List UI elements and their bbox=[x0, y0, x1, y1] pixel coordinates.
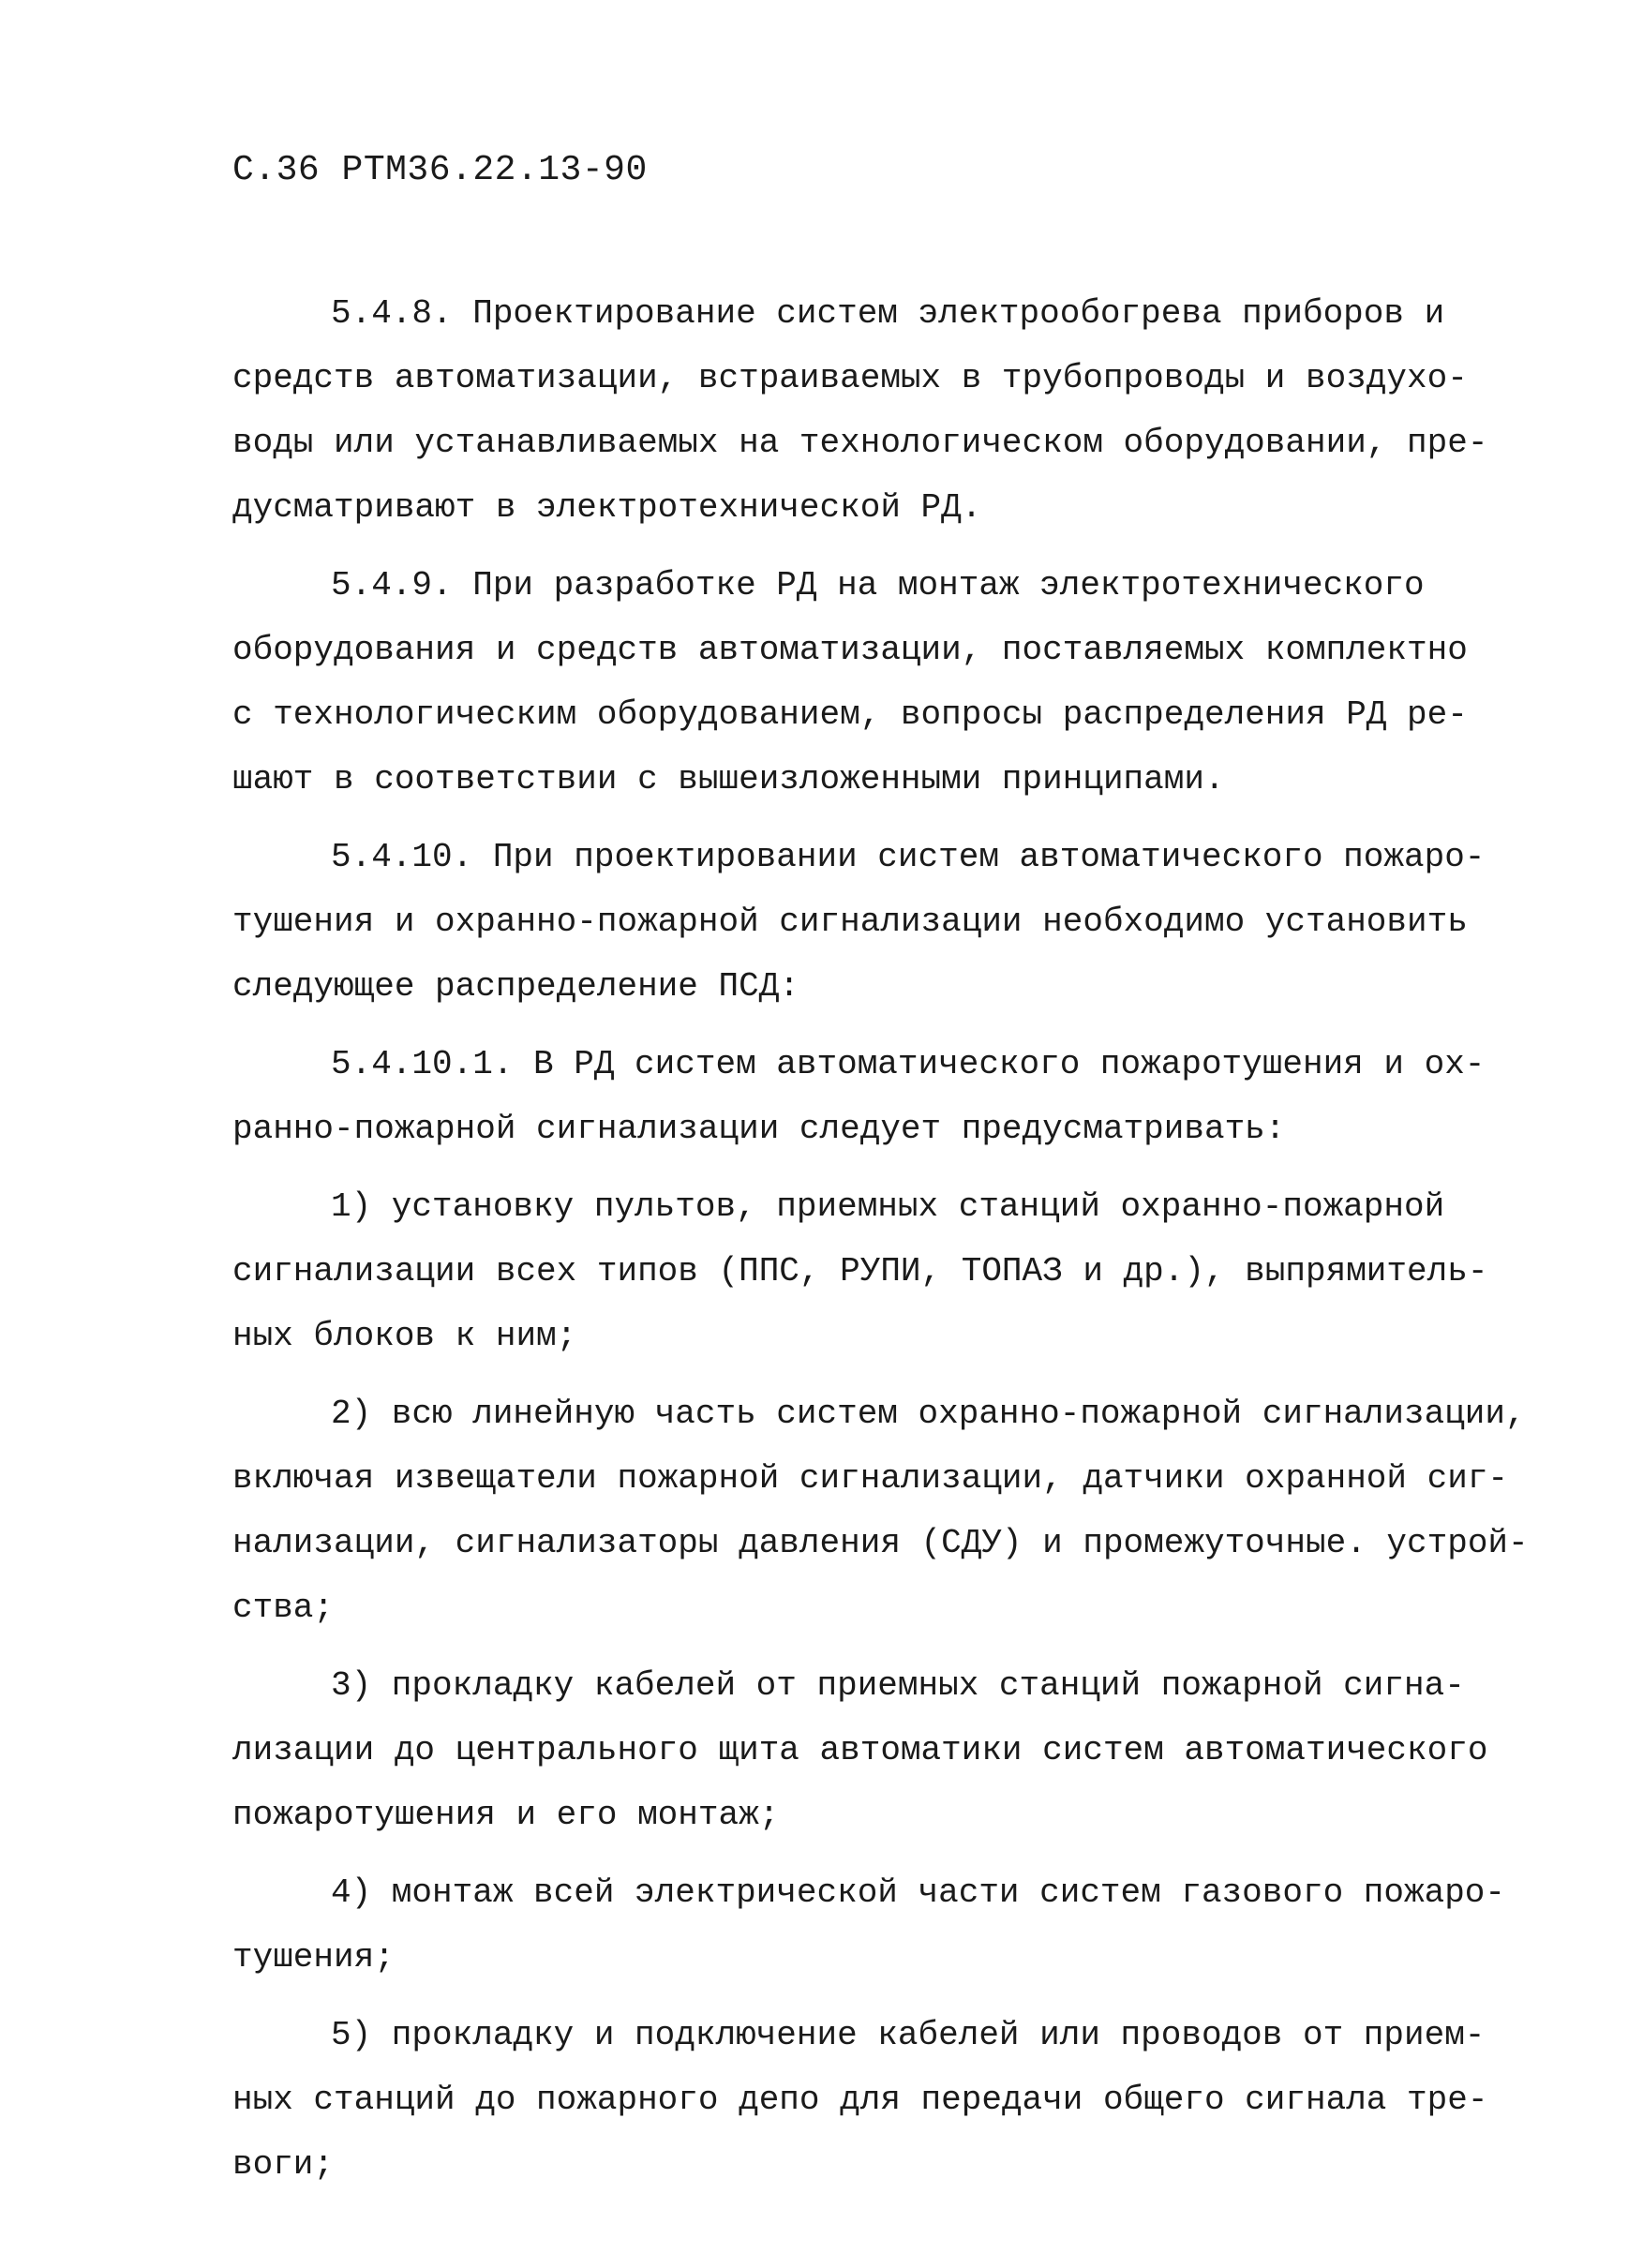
text-line: дусматривают в электротехнической РД. bbox=[232, 488, 982, 527]
text-line: 5.4.10.1. В РД систем автоматического пожаротушения и ох- bbox=[331, 1045, 1486, 1083]
text-line: включая извещатели пожарной сигнализации, датчики охранной сиг- bbox=[232, 1459, 1509, 1498]
list-item-2 bbox=[232, 1381, 1535, 1640]
text-line: с технологическим оборудованием, вопросы распределения РД ре- bbox=[232, 695, 1468, 734]
document-body bbox=[232, 281, 1535, 2210]
text-line: шают в соответствии с вышеизложенными принципами. bbox=[232, 760, 1225, 798]
text-line: лизации до центрального щита автоматики систем автоматического bbox=[232, 1731, 1488, 1769]
paragraph-5-4-10 bbox=[232, 825, 1535, 1019]
text-line: средств автоматизации, встраиваемых в трубопроводы и воздухо- bbox=[232, 359, 1468, 397]
text-line: 5) прокладку и подключение кабелей или проводов от прием- bbox=[331, 2016, 1486, 2054]
page-header: С.36 РТМ36.22.13-90 bbox=[232, 150, 648, 190]
text-line: тушения и охранно-пожарной сигнализации необходимо установить bbox=[232, 903, 1468, 941]
text-line: тушения; bbox=[232, 1938, 395, 1977]
paragraph-5-4-8 bbox=[232, 281, 1535, 540]
paragraph-5-4-9 bbox=[232, 553, 1535, 812]
list-item-3 bbox=[232, 1653, 1535, 1847]
text-line: воды или устанавливаемых на технологическом оборудовании, пре- bbox=[232, 424, 1488, 462]
text-line: сигнализации всех типов (ППС, РУПИ, ТОПАЗ и др.), выпрямитель- bbox=[232, 1252, 1488, 1291]
text-line: 3) прокладку кабелей от приемных станций пожарной сигна- bbox=[331, 1666, 1465, 1705]
paragraph-5-4-10-1 bbox=[232, 1032, 1535, 1161]
text-line: 4) монтаж всей электрической части систем газового пожаро- bbox=[331, 1873, 1506, 1912]
text-line: воги; bbox=[232, 2145, 335, 2184]
text-line: 5.4.10. При проектировании систем автоматического пожаро- bbox=[331, 838, 1486, 876]
text-line: ранно-пожарной сигнализации следует предусматривать: bbox=[232, 1110, 1286, 1148]
text-line: ных станций до пожарного депо для передачи общего сигнала тре- bbox=[232, 2081, 1488, 2119]
text-line: 1) установку пультов, приемных станций охранно-пожарной bbox=[331, 1187, 1445, 1226]
text-line: ства; bbox=[232, 1589, 335, 1627]
text-line: ных блоков к ним; bbox=[232, 1317, 577, 1355]
text-line: нализации, сигнализаторы давления (СДУ) и промежуточные. устрой- bbox=[232, 1524, 1529, 1562]
text-line: следующее распределение ПСД: bbox=[232, 967, 799, 1006]
list-item-5 bbox=[232, 2003, 1535, 2197]
text-line: 2) всю линейную часть систем охранно-пожарной сигнализации, bbox=[331, 1395, 1526, 1433]
text-line: оборудования и средств автоматизации, поставляемых комплектно bbox=[232, 631, 1468, 669]
list-item-4 bbox=[232, 1860, 1535, 1990]
text-line: 5.4.8. Проектирование систем электрообогрева приборов и bbox=[331, 294, 1445, 333]
text-line: 5.4.9. При разработке РД на монтаж электротехнического bbox=[331, 566, 1425, 604]
list-item-1 bbox=[232, 1174, 1535, 1368]
text-line: пожаротушения и его монтаж; bbox=[232, 1796, 780, 1834]
